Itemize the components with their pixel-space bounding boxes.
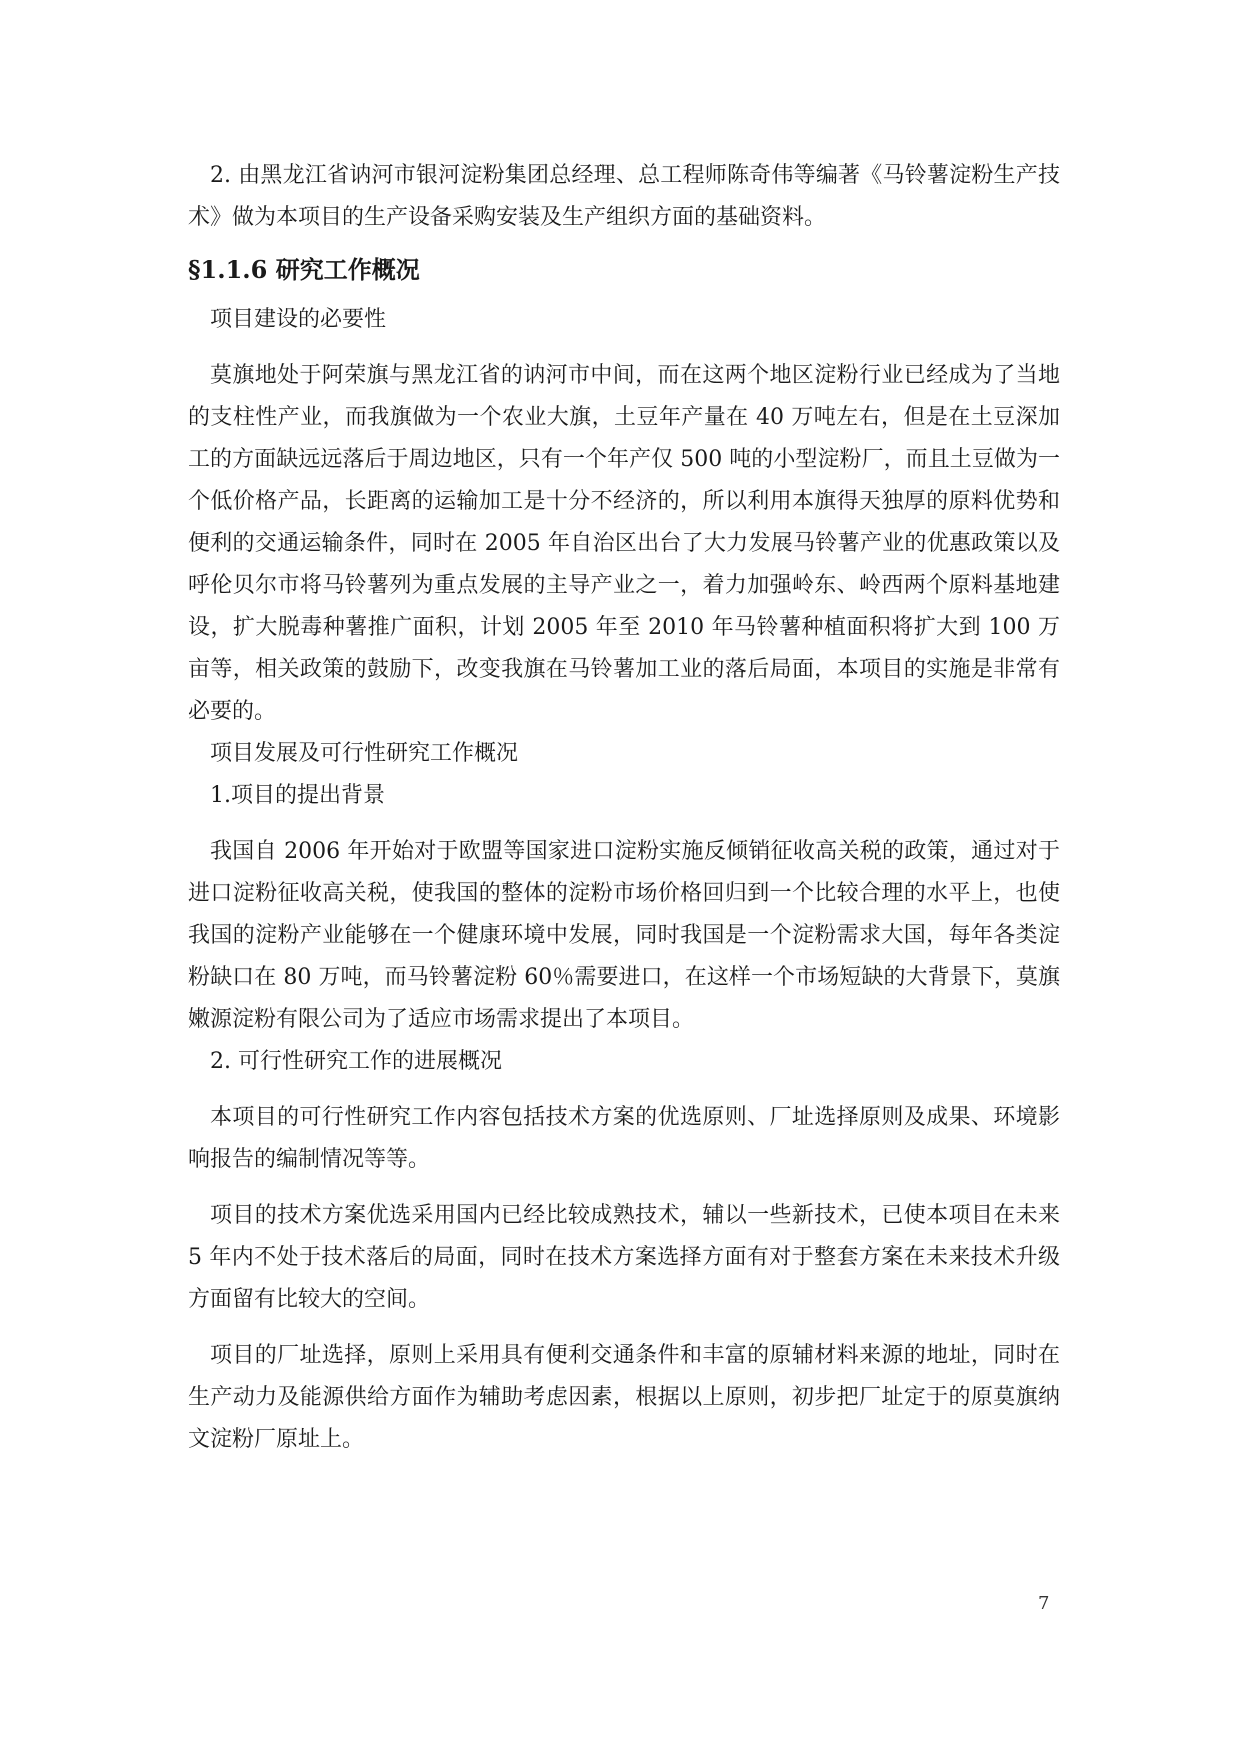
subheading-background: 1.项目的提出背景 — [210, 783, 385, 808]
paragraph-progress-scope: 本项目的可行性研究工作内容包括技术方案的优选原则、厂址选择原则及成果、环境影响报告的编制情况等等。 — [188, 1105, 1060, 1172]
paragraph-technical-plan: 项目的技术方案优选采用国内已经比较成熟技术，辅以一些新技术，已使本项目在未来 5 年内不处于技术落后的局面，同时在技术方案选择方面有对于整套方案在未来技术升级方面留有比较大的空间。 — [188, 1203, 1060, 1312]
subheading-development: 项目发展及可行性研究工作概况 — [210, 741, 519, 766]
subheading-progress: 2. 可行性研究工作的进展概况 — [210, 1049, 502, 1074]
paragraph-background: 我国自 2006 年开始对于欧盟等国家进口淀粉实施反倾销征收高关税的政策，通过对于进口淀粉征收高关税，使我国的整体的淀粉市场价格回归到一个比较合理的水平上，也使我国的淀粉产业能够在一个健康环境中发展，同时我国是一个淀粉需求大国，每年各类淀粉缺口在 80 万吨，而马铃薯淀粉 60％需要进口，在这样一个市场短缺的大背景下，莫旗嫩源淀粉有限公司为了适应市场需求提出了本项目。 — [188, 839, 1060, 1032]
section-heading: §1.1.6 研究工作概况 — [188, 255, 420, 284]
subheading-necessity: 项目建设的必要性 — [210, 307, 387, 332]
document-body — [188, 155, 1060, 1461]
page-number: 7 — [1038, 1593, 1050, 1614]
paragraph-necessity: 莫旗地处于阿荣旗与黑龙江省的讷河市中间，而在这两个地区淀粉行业已经成为了当地的支柱性产业，而我旗做为一个农业大旗，土豆年产量在 40 万吨左右，但是在土豆深加工的方面缺远远落后于周边地区，只有一个年产仅 500 吨的小型淀粉厂，而且土豆做为一个低价格产品，长距离的运输加工是十分不经济的，所以利用本旗得天独厚的原料优势和便利的交通运输条件，同时在 2005 年自治区出台了大力发展马铃薯产业的优惠政策以及呼伦贝尔市将马铃薯列为重点发展的主导产业之一，着力加强岭东、岭西两个原料基地建设，扩大脱毒种薯推广面积，计划 2005 年至 2010 年马铃薯种植面积将扩大到 100 万亩等，相关政策的鼓励下，改变我旗在马铃薯加工业的落后局面，本项目的实施是非常有必要的。 — [188, 363, 1060, 724]
paragraph-reference-2: 2. 由黑龙江省讷河市银河淀粉集团总经理、总工程师陈奇伟等编著《马铃薯淀粉生产技术》做为本项目的生产设备采购安装及生产组织方面的基础资料。 — [188, 163, 1060, 230]
paragraph-site-selection: 项目的厂址选择，原则上采用具有便利交通条件和丰富的原辅材料来源的地址，同时在生产动力及能源供给方面作为辅助考虑因素，根据以上原则，初步把厂址定于的原莫旗纳文淀粉厂原址上。 — [188, 1343, 1060, 1452]
